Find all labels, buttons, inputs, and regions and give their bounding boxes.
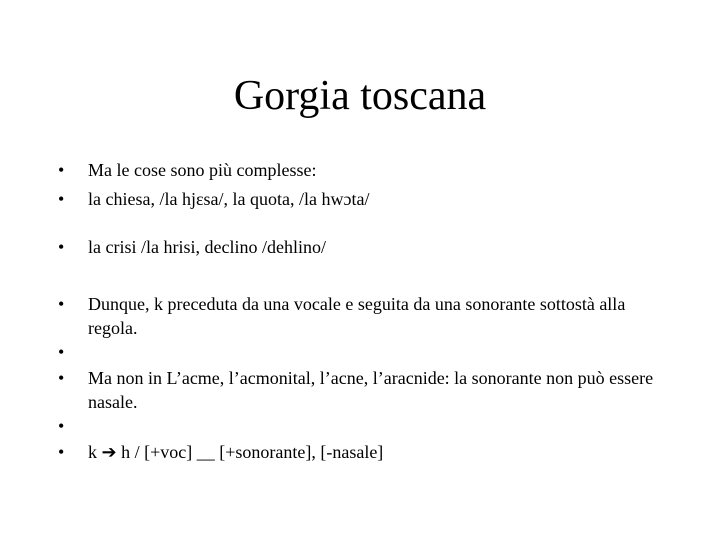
bullet-marker: • xyxy=(58,368,65,388)
bullet-marker: • xyxy=(58,237,65,257)
slide-title: Gorgia toscana xyxy=(233,73,487,119)
bullet-marker: • xyxy=(58,442,65,462)
bullet-marker: • xyxy=(58,189,65,209)
bullet-text-1: Ma le cose sono più complesse: xyxy=(88,160,317,180)
bullet-text-2: la chiesa, /la hjɛsa/, la quota, /la hwɔta/ xyxy=(88,189,370,209)
arrow-icon: ➔ xyxy=(101,442,117,462)
bullet-marker: • xyxy=(58,342,65,362)
rule-suffix: h / [+voc] __ [+sonorante], [-nasale] xyxy=(116,442,384,462)
bullet-text-8 xyxy=(88,440,678,464)
bullet-marker: • xyxy=(58,294,65,314)
bullet-text-4: Dunque, k preceduta da una vocale e seguita da una sonorante sottostà alla regola. xyxy=(88,294,626,338)
bullet-text-3: la crisi /la hrisi, declino /dehlino/ xyxy=(88,237,326,257)
bullet-marker: • xyxy=(58,160,65,180)
rule-prefix: k xyxy=(88,442,102,462)
bullet-marker: • xyxy=(58,416,65,436)
bullet-text-6: Ma non in L’acme, l’acmonital, l’acne, l’aracnide: la sonorante non può essere nasale. xyxy=(88,368,654,412)
